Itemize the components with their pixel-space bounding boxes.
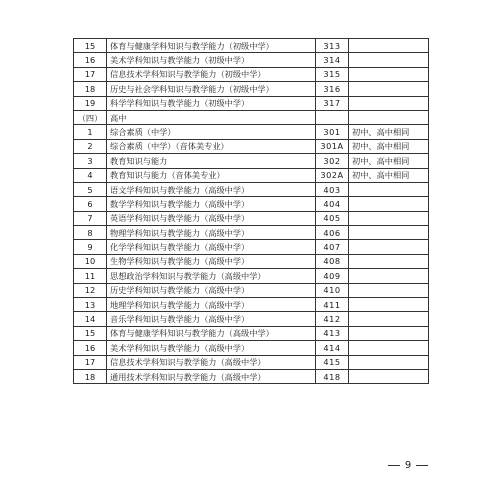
table-row	[74, 82, 429, 96]
subject-name-cell: 物理学科知识与教学能力（高级中学）	[107, 226, 316, 240]
subject-code-cell: 408	[316, 254, 349, 268]
subject-code-cell: 301A	[316, 139, 349, 153]
remark-cell	[349, 197, 429, 211]
remark-cell: 初中、高中相同	[349, 139, 429, 153]
table-row	[74, 269, 429, 283]
row-number-cell: 8	[74, 226, 107, 240]
table-row	[74, 312, 429, 326]
table-row	[74, 211, 429, 225]
remark-cell	[349, 254, 429, 268]
subject-code-cell: 414	[316, 341, 349, 355]
subject-name-cell: 美术学科知识与教学能力（高级中学）	[107, 341, 316, 355]
remark-cell	[349, 369, 429, 383]
subject-code-cell: 412	[316, 312, 349, 326]
row-number-cell: 5	[74, 182, 107, 196]
subject-name-cell: 信息技术学科知识与教学能力（初级中学）	[107, 67, 316, 81]
subject-code-cell: 405	[316, 211, 349, 225]
row-number-cell: （四）	[74, 110, 107, 124]
table-row	[74, 197, 429, 211]
subject-name-cell: 化学学科知识与教学能力（高级中学）	[107, 240, 316, 254]
subject-code-cell: 407	[316, 240, 349, 254]
table-row	[74, 355, 429, 369]
subject-code-cell: 302A	[316, 168, 349, 182]
subject-name-cell: 英语学科知识与教学能力（高级中学）	[107, 211, 316, 225]
subject-code-cell: 404	[316, 197, 349, 211]
subject-name-cell: 数学学科知识与教学能力（高级中学）	[107, 197, 316, 211]
subject-name-cell: 语文学科知识与教学能力（高级中学）	[107, 182, 316, 196]
remark-cell	[349, 341, 429, 355]
row-number-cell: 15	[74, 39, 107, 53]
table-row	[74, 154, 429, 168]
row-number-cell: 17	[74, 355, 107, 369]
row-number-cell: 9	[74, 240, 107, 254]
remark-cell	[349, 355, 429, 369]
exam-subject-table	[73, 38, 429, 384]
subject-code-cell: 302	[316, 154, 349, 168]
subject-code-cell: 315	[316, 67, 349, 81]
table-row	[74, 326, 429, 340]
subject-name-cell: 通用技术学科知识与教学能力（高级中学）	[107, 369, 316, 383]
remark-cell	[349, 298, 429, 312]
table-row	[74, 125, 429, 139]
table-row	[74, 182, 429, 196]
row-number-cell: 7	[74, 211, 107, 225]
remark-cell: 初中、高中相同	[349, 154, 429, 168]
subject-name-cell: 音乐学科知识与教学能力（高级中学）	[107, 312, 316, 326]
subject-code-cell	[316, 110, 349, 124]
subject-name-cell: 高中	[107, 110, 316, 124]
table-row	[74, 298, 429, 312]
subject-code-cell: 410	[316, 283, 349, 297]
subject-name-cell: 历史学科知识与教学能力（高级中学）	[107, 283, 316, 297]
subject-code-cell: 403	[316, 182, 349, 196]
row-number-cell: 1	[74, 125, 107, 139]
table-row	[74, 53, 429, 67]
table-row	[74, 283, 429, 297]
remark-cell: 初中、高中相同	[349, 168, 429, 182]
remark-cell	[349, 211, 429, 225]
subject-name-cell: 信息技术学科知识与教学能力（高级中学）	[107, 355, 316, 369]
row-number-cell: 11	[74, 269, 107, 283]
subject-code-cell: 406	[316, 226, 349, 240]
subject-name-cell: 科学学科知识与教学能力（初级中学）	[107, 96, 316, 110]
row-number-cell: 10	[74, 254, 107, 268]
table-row	[74, 96, 429, 110]
table-body	[74, 39, 429, 384]
remark-cell	[349, 96, 429, 110]
footer-dash-left	[388, 465, 400, 466]
table-row	[74, 110, 429, 124]
subject-name-cell: 综合素质（中学）（音体美专业）	[107, 139, 316, 153]
row-number-cell: 13	[74, 298, 107, 312]
table-row	[74, 226, 429, 240]
subject-code-cell: 316	[316, 82, 349, 96]
row-number-cell: 2	[74, 139, 107, 153]
remark-cell	[349, 110, 429, 124]
subject-name-cell: 思想政治学科知识与教学能力（高级中学）	[107, 269, 316, 283]
table-row	[74, 254, 429, 268]
table-row	[74, 341, 429, 355]
remark-cell: 初中、高中相同	[349, 125, 429, 139]
subject-name-cell: 教育知识与能力（音体美专业）	[107, 168, 316, 182]
remark-cell	[349, 312, 429, 326]
remark-cell	[349, 182, 429, 196]
subject-name-cell: 教育知识与能力	[107, 154, 316, 168]
row-number-cell: 6	[74, 197, 107, 211]
table-row	[74, 240, 429, 254]
remark-cell	[349, 283, 429, 297]
remark-cell	[349, 67, 429, 81]
subject-name-cell: 生物学科知识与教学能力（高级中学）	[107, 254, 316, 268]
table-row	[74, 67, 429, 81]
subject-code-cell: 415	[316, 355, 349, 369]
subject-code-cell: 418	[316, 369, 349, 383]
subject-code-cell: 314	[316, 53, 349, 67]
table-row	[74, 369, 429, 383]
row-number-cell: 18	[74, 369, 107, 383]
subject-name-cell: 体育与健康学科知识与教学能力（初级中学）	[107, 39, 316, 53]
subject-code-cell: 313	[316, 39, 349, 53]
row-number-cell: 16	[74, 341, 107, 355]
table-row	[74, 168, 429, 182]
row-number-cell: 15	[74, 326, 107, 340]
subject-name-cell: 美术学科知识与教学能力（初级中学）	[107, 53, 316, 67]
remark-cell	[349, 53, 429, 67]
remark-cell	[349, 326, 429, 340]
remark-cell	[349, 39, 429, 53]
page-footer	[388, 458, 428, 472]
subject-name-cell: 综合素质（中学）	[107, 125, 316, 139]
table-row	[74, 139, 429, 153]
subject-name-cell: 历史与社会学科知识与教学能力（初级中学）	[107, 82, 316, 96]
row-number-cell: 3	[74, 154, 107, 168]
subject-code-cell: 317	[316, 96, 349, 110]
row-number-cell: 4	[74, 168, 107, 182]
remark-cell	[349, 240, 429, 254]
row-number-cell: 18	[74, 82, 107, 96]
remark-cell	[349, 269, 429, 283]
page-number: 9	[404, 459, 412, 471]
subject-code-cell: 301	[316, 125, 349, 139]
subject-code-cell: 411	[316, 298, 349, 312]
subject-name-cell: 体育与健康学科知识与教学能力（高级中学）	[107, 326, 316, 340]
row-number-cell: 12	[74, 283, 107, 297]
table-row	[74, 39, 429, 53]
subject-code-cell: 409	[316, 269, 349, 283]
footer-dash-right	[416, 465, 428, 466]
subject-name-cell: 地理学科知识与教学能力（高级中学）	[107, 298, 316, 312]
remark-cell	[349, 226, 429, 240]
row-number-cell: 16	[74, 53, 107, 67]
row-number-cell: 17	[74, 67, 107, 81]
row-number-cell: 14	[74, 312, 107, 326]
row-number-cell: 19	[74, 96, 107, 110]
subject-code-cell: 413	[316, 326, 349, 340]
remark-cell	[349, 82, 429, 96]
